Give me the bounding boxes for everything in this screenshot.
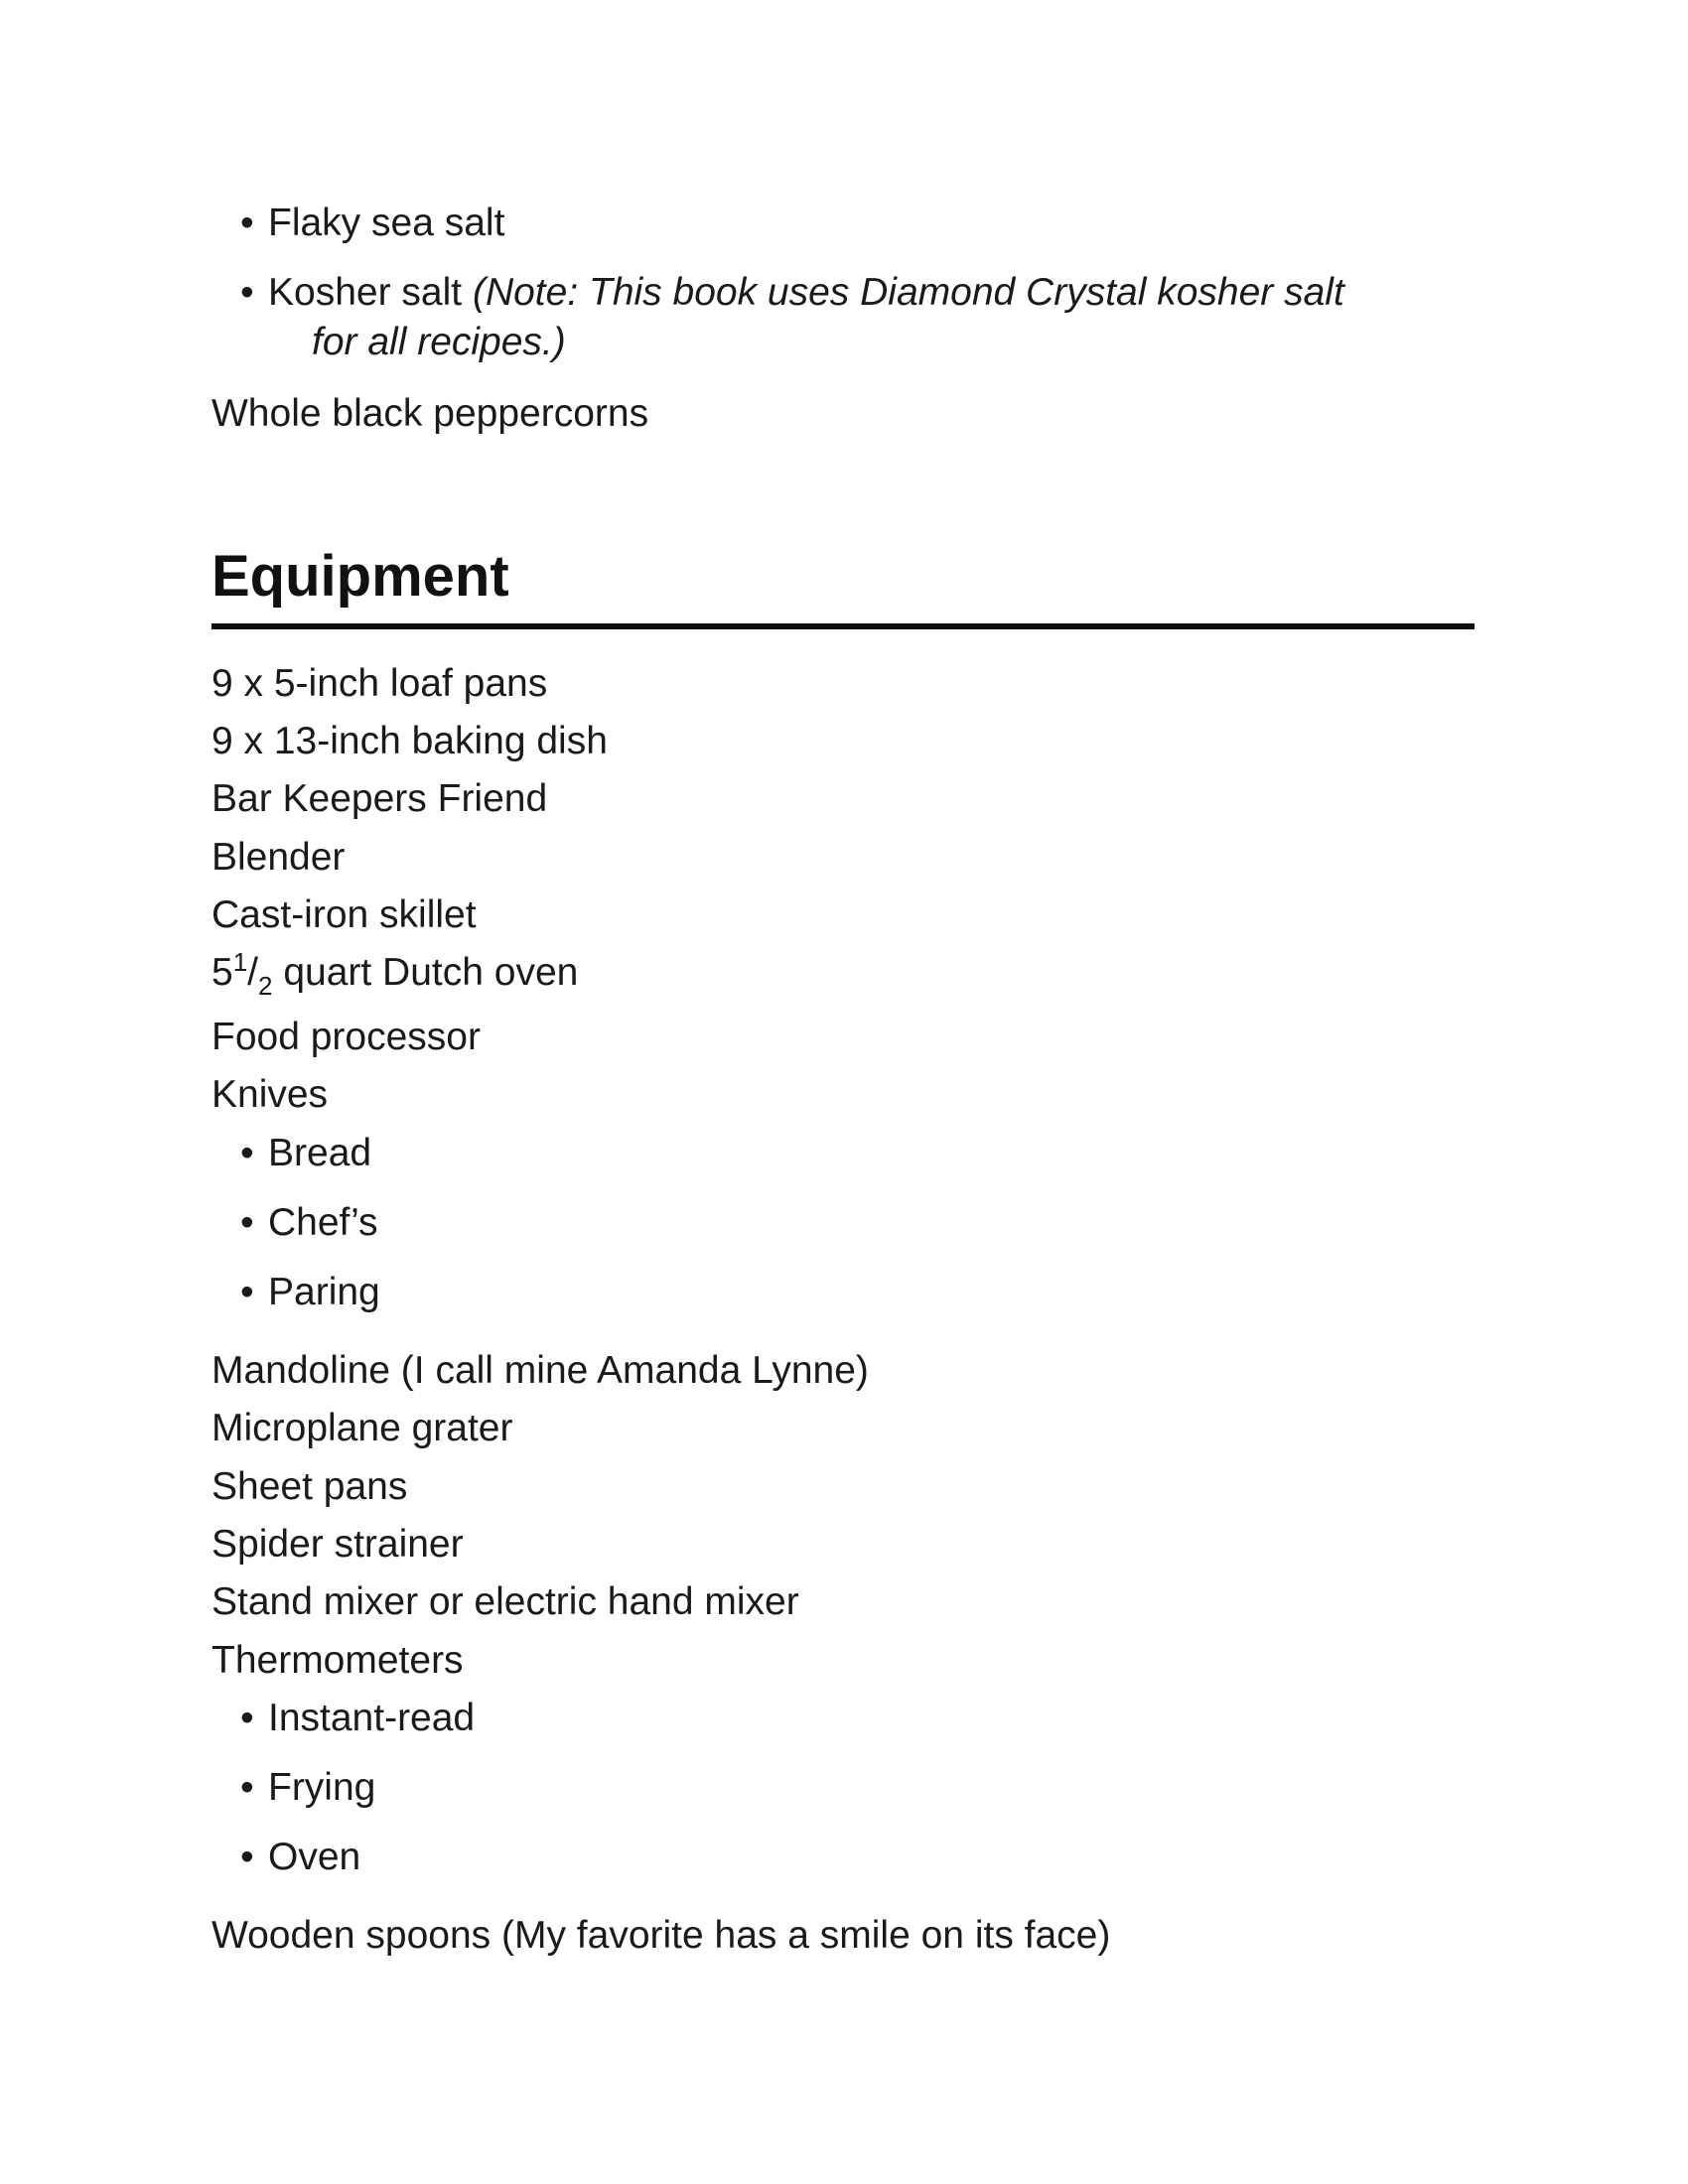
list-item-flaky-salt	[240, 201, 504, 246]
list-item-thermo-instant	[240, 1696, 475, 1741]
list-item-sheet-pans: Sheet pans	[211, 1465, 408, 1508]
bullet-icon: •	[240, 202, 254, 244]
item-text: Kosher salt	[268, 271, 463, 314]
list-item-knife-chef	[240, 1200, 378, 1246]
list-item-baking-dish: 9 x 13-inch baking dish	[211, 720, 608, 762]
list-item-peppercorns: Whole black peppercorns	[211, 392, 649, 435]
list-item-knives: Knives	[211, 1073, 329, 1116]
list-item-loaf-pans: 9 x 5-inch loaf pans	[211, 662, 548, 705]
list-item-dutch-oven: $5^1/_2$ quart Dutch oven	[211, 947, 579, 1001]
bullet-icon: •	[240, 271, 254, 314]
item-text: Instant-read	[268, 1697, 476, 1739]
bullet-icon: •	[240, 1201, 254, 1244]
bullet-icon: •	[240, 1836, 254, 1878]
heading-rule	[211, 623, 1475, 629]
item-text: Flaky sea salt	[268, 202, 505, 244]
item-text: Frying	[268, 1766, 376, 1809]
item-text: Paring	[268, 1271, 380, 1313]
list-item-mandoline: Mandoline (I call mine Amanda Lynne)	[211, 1349, 869, 1392]
list-item-blender: Blender	[211, 836, 346, 879]
list-item-mixer: Stand mixer or electric hand mixer	[211, 1580, 799, 1623]
dutch-oven-numerator: 1	[232, 947, 248, 977]
list-item-microplane: Microplane grater	[211, 1407, 513, 1449]
bullet-icon: •	[240, 1766, 254, 1809]
list-item-thermo-oven	[240, 1835, 360, 1880]
dutch-oven-text: quart Dutch oven	[272, 951, 579, 994]
list-item-wooden-spoons: Wooden spoons (My favorite has a smile on its face)	[211, 1914, 1111, 1957]
list-item-bar-keepers: Bar Keepers Friend	[211, 777, 548, 820]
section-heading: Equipment	[211, 544, 509, 609]
kosher-note-continuation: for all recipes.)	[312, 321, 566, 363]
list-item-cast-iron: Cast-iron skillet	[211, 893, 477, 936]
list-item-spider: Spider strainer	[211, 1523, 464, 1566]
list-item-food-processor: Food processor	[211, 1016, 481, 1058]
item-text: Oven	[268, 1836, 361, 1878]
list-item-thermometers: Thermometers	[211, 1639, 464, 1682]
bullet-icon: •	[240, 1271, 254, 1313]
list-item-knife-paring	[240, 1270, 380, 1315]
item-text: Chef’s	[268, 1201, 378, 1244]
item-text: Bread	[268, 1132, 372, 1174]
list-item-thermo-frying	[240, 1765, 375, 1811]
dutch-oven-whole: 5	[211, 951, 233, 994]
kosher-note: (Note: This book uses Diamond Crystal kosher salt	[472, 271, 1344, 314]
bullet-icon: •	[240, 1697, 254, 1739]
bullet-icon: •	[240, 1132, 254, 1174]
dutch-oven-denominator: 2	[258, 971, 273, 1001]
list-item-kosher-salt	[240, 270, 1344, 316]
list-item-knife-bread	[240, 1131, 371, 1176]
